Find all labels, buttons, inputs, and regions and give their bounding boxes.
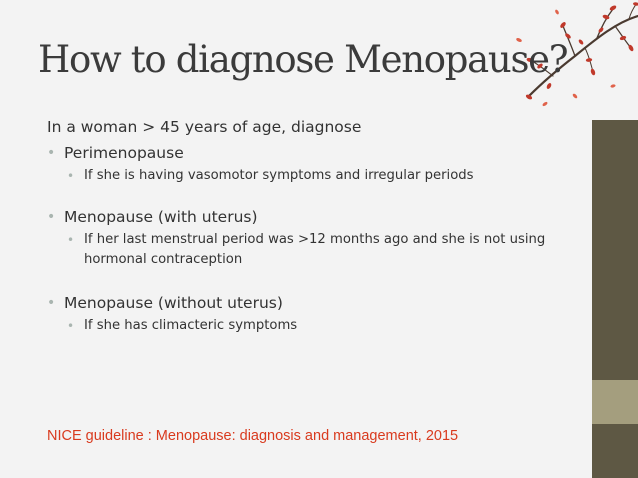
bullet-icon: • (47, 295, 56, 311)
side-bar-dark-segment (592, 120, 638, 380)
bullet-heading: Menopause (without uterus) (64, 294, 283, 312)
side-bar-light-segment (592, 380, 638, 424)
bullet-icon: • (67, 169, 75, 183)
bullet-icon: • (47, 209, 56, 225)
slide-title: How to diagnose Menopause? (38, 38, 568, 81)
side-color-bar (592, 120, 638, 478)
slide-body (47, 114, 582, 336)
bullet-icon: • (67, 233, 75, 247)
citation-reference: NICE guideline : Menopause: diagnosis and management, 2015 (47, 428, 459, 444)
bullet-detail: If she is having vasomotor symptoms and irregular periods (84, 168, 474, 183)
bullet-menopause-with-uterus (47, 204, 582, 230)
bullet-menopause-without-uterus (47, 290, 582, 316)
bullet-icon: • (47, 145, 56, 161)
bullet-detail: If she has climacteric symptoms (84, 318, 298, 333)
sub-bullet-perimenopause (47, 166, 582, 186)
side-bar-bottom-segment (592, 424, 638, 478)
bullet-heading: Perimenopause (64, 144, 184, 162)
bullet-perimenopause (47, 140, 582, 166)
bullet-detail: If her last menstrual period was >12 months ago and she is not using hormonal contraception (84, 232, 546, 267)
sub-bullet-menopause-with-uterus (47, 230, 582, 270)
intro-text: In a woman > 45 years of age, diagnose (47, 118, 362, 136)
bullet-heading: Menopause (with uterus) (64, 208, 258, 226)
bullet-icon: • (67, 319, 75, 333)
sub-bullet-menopause-without-uterus (47, 316, 582, 336)
